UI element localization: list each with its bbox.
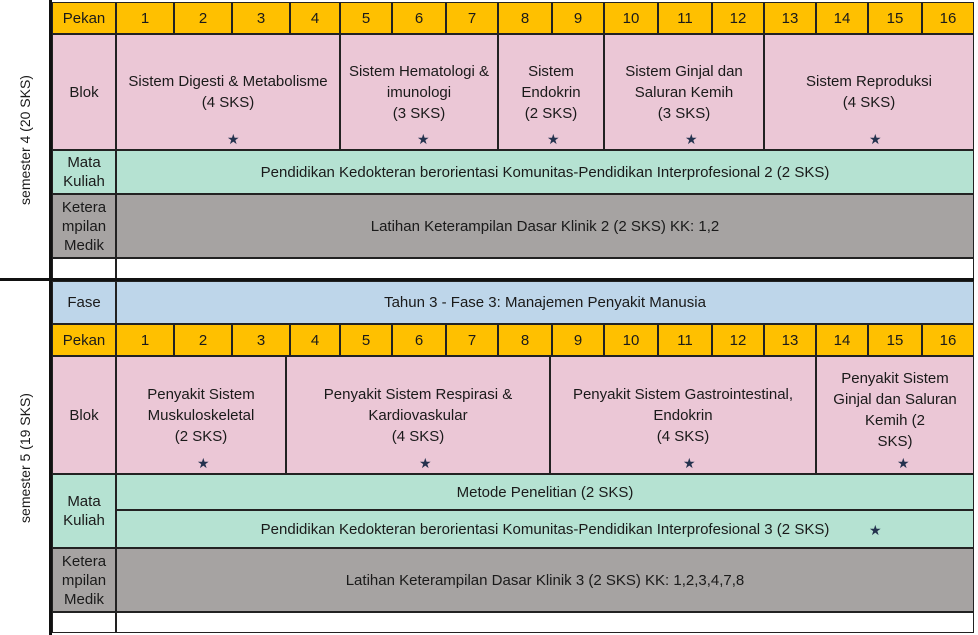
s4-week-16: 16	[922, 2, 974, 34]
s4-empty-label	[52, 258, 116, 279]
s5-block-ginjal: Penyakit Sistem Ginjal dan Saluran Kemih (2 SKS) ★	[816, 356, 974, 474]
fase-text: Tahun 3 - Fase 3: Manajemen Penyakit Manusia	[116, 281, 974, 324]
s5-week-9: 9	[552, 324, 604, 356]
s4-week-6: 6	[392, 2, 446, 34]
s5-week-8: 8	[498, 324, 552, 356]
star-icon: ★	[897, 455, 910, 471]
s5-week-5: 5	[340, 324, 392, 356]
s5-block-muskuloskeletal: Penyakit Sistem Muskuloskeletal (2 SKS) ★	[116, 356, 286, 474]
s4-week-10: 10	[604, 2, 658, 34]
s4-block-ginjal: Sistem Ginjal dan Saluran Kemih (3 SKS) ★	[604, 34, 764, 150]
s4-week-12: 12	[712, 2, 764, 34]
s5-block-gastrointestinal: Penyakit Sistem Gastrointestinal, Endokrin (4 SKS) ★	[550, 356, 816, 474]
s4-week-header: Pekan	[52, 2, 116, 34]
s4-week-3: 3	[232, 2, 290, 34]
s4-block-reproduksi: Sistem Reproduksi (4 SKS) ★	[764, 34, 974, 150]
s5-week-10: 10	[604, 324, 658, 356]
s4-keterampilan: Latihan Keterampilan Dasar Klinik 2 (2 SKS) KK: 1,2	[116, 194, 974, 258]
s5-week-7: 7	[446, 324, 498, 356]
s5-week-1: 1	[116, 324, 174, 356]
s4-week-11: 11	[658, 2, 712, 34]
s4-blok-label: Blok	[52, 34, 116, 150]
s5-empty-label	[52, 612, 116, 633]
s5-mata-kuliah-metode: Metode Penelitian (2 SKS)	[116, 474, 974, 510]
semester-5-label: semester 5 (19 SKS)	[0, 281, 52, 635]
s4-week-9: 9	[552, 2, 604, 34]
star-icon: ★	[683, 455, 696, 471]
semester-4-label: semester 4 (20 SKS)	[0, 0, 52, 279]
s5-week-12: 12	[712, 324, 764, 356]
s5-week-16: 16	[922, 324, 974, 356]
s4-week-13: 13	[764, 2, 816, 34]
star-icon: ★	[869, 522, 882, 538]
s4-week-1: 1	[116, 2, 174, 34]
s5-week-14: 14	[816, 324, 868, 356]
s4-week-15: 15	[868, 2, 922, 34]
star-icon: ★	[197, 455, 210, 471]
s4-mata-kuliah: Pendidikan Kedokteran berorientasi Komunitas-Pendidikan Interprofesional 2 (2 SKS)	[116, 150, 974, 194]
s5-week-11: 11	[658, 324, 712, 356]
star-icon: ★	[547, 131, 560, 147]
s5-week-3: 3	[232, 324, 290, 356]
star-icon: ★	[227, 131, 240, 147]
s4-keterampilan-label: Ketera mpilan Medik	[52, 194, 116, 258]
s4-week-5: 5	[340, 2, 392, 34]
s4-week-14: 14	[816, 2, 868, 34]
fase-label: Fase	[52, 281, 116, 324]
s4-week-8: 8	[498, 2, 552, 34]
s5-week-4: 4	[290, 324, 340, 356]
s4-mata-kuliah-label: Mata Kuliah	[52, 150, 116, 194]
s5-empty-row	[116, 612, 974, 633]
s5-block-respirasi: Penyakit Sistem Respirasi & Kardiovaskular (4 SKS) ★	[286, 356, 550, 474]
s5-mata-kuliah-label: Mata Kuliah	[52, 474, 116, 548]
s5-mata-kuliah-pkkipe: Pendidikan Kedokteran berorientasi Komunitas-Pendidikan Interprofesional 3 (2 SKS) ★	[116, 510, 974, 548]
s4-empty-row	[116, 258, 974, 279]
s5-blok-label: Blok	[52, 356, 116, 474]
s4-week-4: 4	[290, 2, 340, 34]
star-icon: ★	[417, 131, 430, 147]
s5-week-header: Pekan	[52, 324, 116, 356]
s5-keterampilan-label: Ketera mpilan Medik	[52, 548, 116, 612]
s5-week-15: 15	[868, 324, 922, 356]
s5-week-6: 6	[392, 324, 446, 356]
s5-keterampilan: Latihan Keterampilan Dasar Klinik 3 (2 SKS) KK: 1,2,3,4,7,8	[116, 548, 974, 612]
s5-week-2: 2	[174, 324, 232, 356]
star-icon: ★	[685, 131, 698, 147]
star-icon: ★	[419, 455, 432, 471]
s4-block-digesti: Sistem Digesti & Metabolisme (4 SKS) ★	[116, 34, 340, 150]
s4-block-endokrin: Sistem Endokrin (2 SKS) ★	[498, 34, 604, 150]
s4-week-2: 2	[174, 2, 232, 34]
s5-week-13: 13	[764, 324, 816, 356]
star-icon: ★	[869, 131, 882, 147]
s4-block-hematologi: Sistem Hematologi & imunologi (3 SKS) ★	[340, 34, 498, 150]
s4-week-7: 7	[446, 2, 498, 34]
